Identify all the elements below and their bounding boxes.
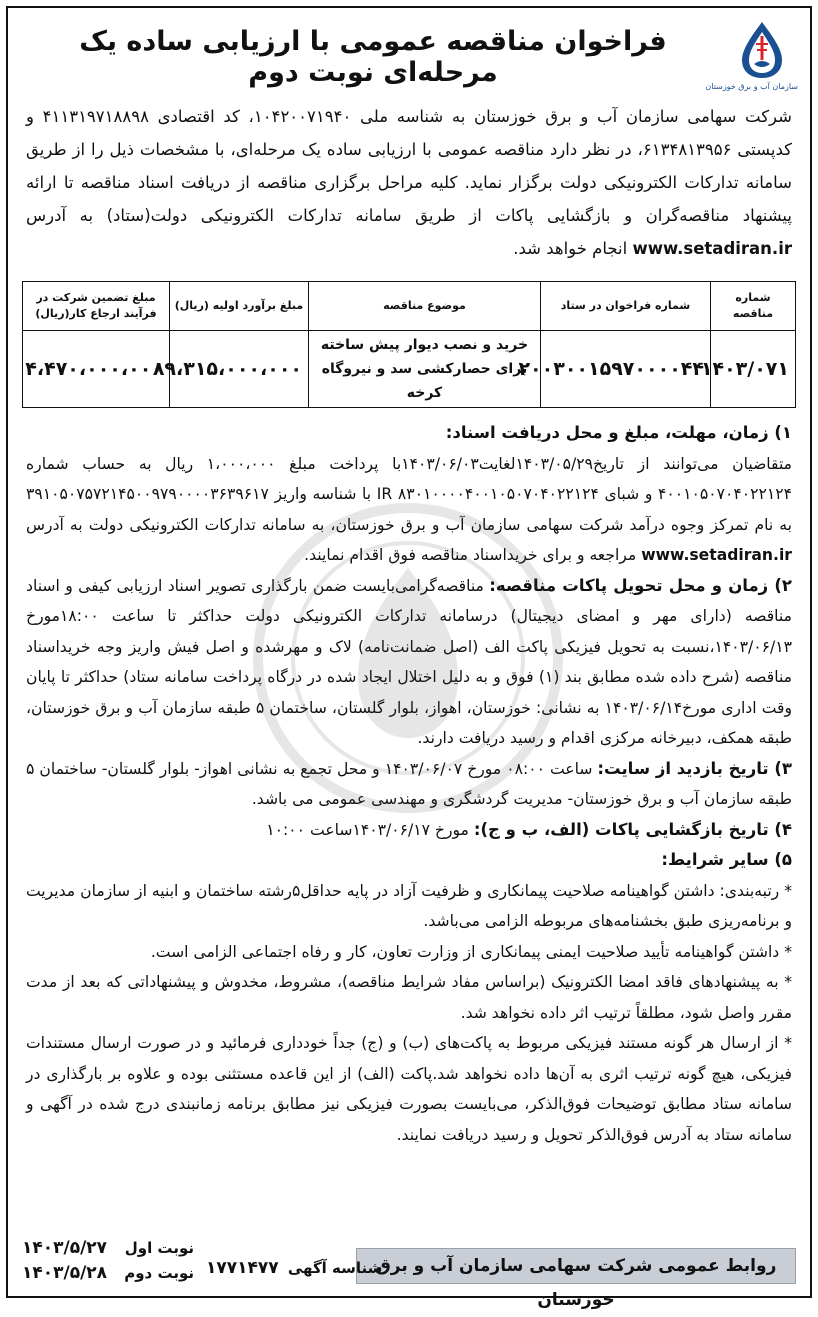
- cell-setad-no: ۲۰۰۳۰۰۱۵۹۷۰۰۰۰۴۴: [540, 331, 710, 408]
- section-3-heading: ۳) تاریخ بازدید از سایت:: [597, 758, 792, 778]
- table-row: [23, 331, 796, 408]
- second-publication-label: نوبت دوم: [124, 1264, 194, 1282]
- setad-url-link[interactable]: www.setadiran.ir: [632, 239, 792, 258]
- logo-caption: سازمان آب و برق خوزستان: [705, 82, 798, 91]
- section-3: [26, 754, 792, 815]
- section-1-heading: ۱) زمان، مهلت، مبلغ و محل دریافت اسناد:: [445, 423, 792, 442]
- first-publication-label: نوبت اول: [124, 1239, 194, 1257]
- footer: [8, 1236, 810, 1310]
- th-guarantee: مبلغ تضمین شرکت در فرآیند ارجاع کار(ریال): [23, 282, 170, 331]
- water-drop-tower-logo-icon: [732, 18, 792, 80]
- section-1-text-end: مراجعه و برای خریداسناد مناقصه فوق اقدام نمایند.: [304, 546, 637, 564]
- section-4-text: مورخ ۱۴۰۳/۰۶/۱۷ساعت ۱۰:۰۰: [266, 820, 469, 839]
- th-tender-no: شماره مناقصه: [710, 282, 795, 331]
- section-1-text: متقاضیان می‌توانند از تاریخ۱۴۰۳/۰۵/۲۹لغایت۱۴۰۳/۰۶/۰۳با پرداخت مبلغ ۱،۰۰۰،۰۰۰ ریال به حساب شماره ۴۰۰۱۰۵۰۷۰۴۰۲۲۱۲۴ و شبای IR ۸۳۰۱۰۰۰۰۴۰۰۱۰۵۰۷۰۴۰۲۲۱۲۴ با شناسه واریز ۳۹۱۰۵۰۷۵۷۲۱۴۵۰۰۹۷۹۰۰۰۰۳۶۳۹۶۱۷ به نام تمرکز وجوه درآمد شرکت سهامی سازمان آب و برق خوزستان، به سامانه تدارکات الکترونیکی دولت به آدرس: [26, 454, 793, 534]
- th-estimate: مبلغ برآورد اولیه (ریال): [169, 282, 308, 331]
- cell-estimate: ۸۹،۳۱۵،۰۰۰،۰۰۰: [169, 331, 308, 408]
- ad-id-value: ۱۷۷۱۴۷۷: [206, 1258, 279, 1278]
- section-1-url-link[interactable]: www.setadiran.ir: [641, 546, 792, 564]
- intro-text-end: انجام خواهد شد.: [513, 239, 628, 258]
- th-subject: موضوع مناقصه: [309, 282, 541, 331]
- cell-guarantee: ۴،۴۷۰،۰۰۰،۰۰۰: [23, 331, 170, 408]
- publication-dates: [22, 1236, 194, 1286]
- ad-id: [206, 1258, 382, 1278]
- section-4: [26, 815, 792, 846]
- ad-id-label: شناسه آگهی: [287, 1259, 383, 1277]
- public-relations-box: روابط عمومی شرکت سهامی سازمان آب و برق خوزستان: [356, 1248, 796, 1284]
- tender-table: [22, 281, 796, 408]
- intro-text: شرکت سهامی سازمان آب و برق خوزستان به شناسه ملی ۱۰۴۲۰۰۷۱۹۴۰، کد اقتصادی ۴۱۱۳۱۹۷۱۸۸۹۸ و کدپستی ۶۱۳۴۸۱۳۹۵۶، در نظر دارد مناقصه عمومی با ارزیابی ساده یک مرحله‌ای، با مشخصات ذیل را از طریق سامانه تدارکات الکترونیکی دولت برگزار نماید. کلیه مراحل برگزاری مناقصه از دریافت اسناد مناقصه تا ارائه پیشنهاد مناقصه‌گران و بازگشایی پاکات از طریق سامانه تدارکات الکترونیکی دولت(ستاد) به آدرس: [26, 107, 792, 225]
- section-3-text: ساعت ۰۸:۰۰ مورخ ۱۴۰۳/۰۶/۰۷ و محل تجمع به نشانی اهواز- بلوار گلستان- ساختمان ۵ طبقه سازمان آب و برق خوزستان- مدیریت گردشگری و مهندسی عمومی می باشد.: [26, 759, 792, 808]
- section-4-heading: ۴) تاریخ بازگشایی پاکات (الف، ب و ج):: [473, 819, 792, 839]
- second-publication: [22, 1261, 194, 1286]
- first-publication: [22, 1236, 194, 1261]
- section-2: [26, 571, 792, 754]
- cell-subject: خرید و نصب دیوار پیش ساخته برای حصارکشی سد و نیروگاه کرخه: [309, 331, 541, 408]
- organization-logo: [705, 18, 798, 94]
- tender-notice: [6, 6, 812, 1310]
- cell-tender-no: ۱۴۰۳/۰۷۱: [710, 331, 795, 408]
- list-item: * داشتن گواهینامه تأیید صلاحیت ایمنی پیمانکاری از وزارت تعاون، کار و رفاه اجتماعی الزامی است.: [150, 942, 792, 961]
- notice-body: [26, 418, 792, 1150]
- table-header-row: [23, 282, 796, 331]
- page-title: فراخوان مناقصه عمومی با ارزیابی ساده یک مرحله‌ای نوبت دوم: [79, 26, 667, 88]
- list-item: * رتبه‌بندی: داشتن گواهینامه صلاحیت پیمانکاری و ظرفیت آزاد در پایه حداقل۵رشته ساختمان و ابنیه از سازمان مدیریت و برنامه‌ریزی طبق بخشنامه‌های مربوطه الزامی می‌باشد.: [26, 881, 792, 930]
- section-2-heading: ۲) زمان و محل تحویل پاکات مناقصه:: [489, 575, 792, 595]
- list-item: * از ارسال هر گونه مستند فیزیکی مربوط به پاکت‌های (ب) و (ج) جداً خودداری فرمائید و در صورت ارسال مستندات فیزیکی، هیچ گونه ترتیب اثری به آن‌ها داده نخواهد شد.پاکت (الف) از این قاعده مستثنی بوده و علاوه بر بارگذاری در سامانه ستاد مطابق توضیحات فوق‌الذکر، می‌بایست بصورت فیزیکی نیز مطابق برنامه زمانبندی درج شده در آگهی و سامانه ستاد به آدرس فوق‌الذکر تحویل و رسید دریافت نمایند.: [26, 1034, 792, 1144]
- list-item: * به پیشنهادهای فاقد امضا الکترونیک (براساس مفاد شرایط مناقصه)، مشروط، مخدوش و پیشنهاداتی که بعد از مدت مقرر واصل شود، مطلقاً ترتیب اثر داده نخواهد شد.: [26, 973, 792, 1022]
- section-2-text: مناقصه‌گرامی‌بایست ضمن بارگذاری تصویر اسناد ارزیابی کیفی و اسناد مناقصه (دارای مهر و امضای دیجیتال) درسامانه تدارکات الکترونیکی دولت حداکثر تا ساعت ۱۸:۰۰مورخ ۱۴۰۳/۰۶/۱۳،نسبت به تحویل فیزیکی پاکت الف (اصل ضمانت‌نامه) لاک و مهرشده و اصل فیش واریز وجه خریداسناد مناقصه (شرح داده شده مطابق بند (۱) فوق و به دلیل اختلال ایجاد شده در درگاه پرداخت سامانه ستاد) حداکثر تا پایان وقت اداری مورخ۱۴۰۳/۰۶/۱۴ به نشانی: خوزستان، اهواز، بلوار گلستان، ساختمان ۵ طبقه سازمان آب و برق خوزستان، طبقه همکف، دبیرخانه مرکزی اقدام و رسید دریافت دارند.: [26, 576, 793, 747]
- second-publication-date: ۱۴۰۳/۵/۲۸: [22, 1263, 108, 1283]
- section-5: [26, 845, 792, 876]
- th-setad-no: شماره فراخوان در ستاد: [540, 282, 710, 331]
- section-5-heading: ۵) سایر شرایط:: [661, 850, 792, 869]
- intro-paragraph: [26, 100, 792, 265]
- header: [8, 8, 810, 100]
- section-1: [26, 418, 792, 571]
- first-publication-date: ۱۴۰۳/۵/۲۷: [22, 1238, 108, 1258]
